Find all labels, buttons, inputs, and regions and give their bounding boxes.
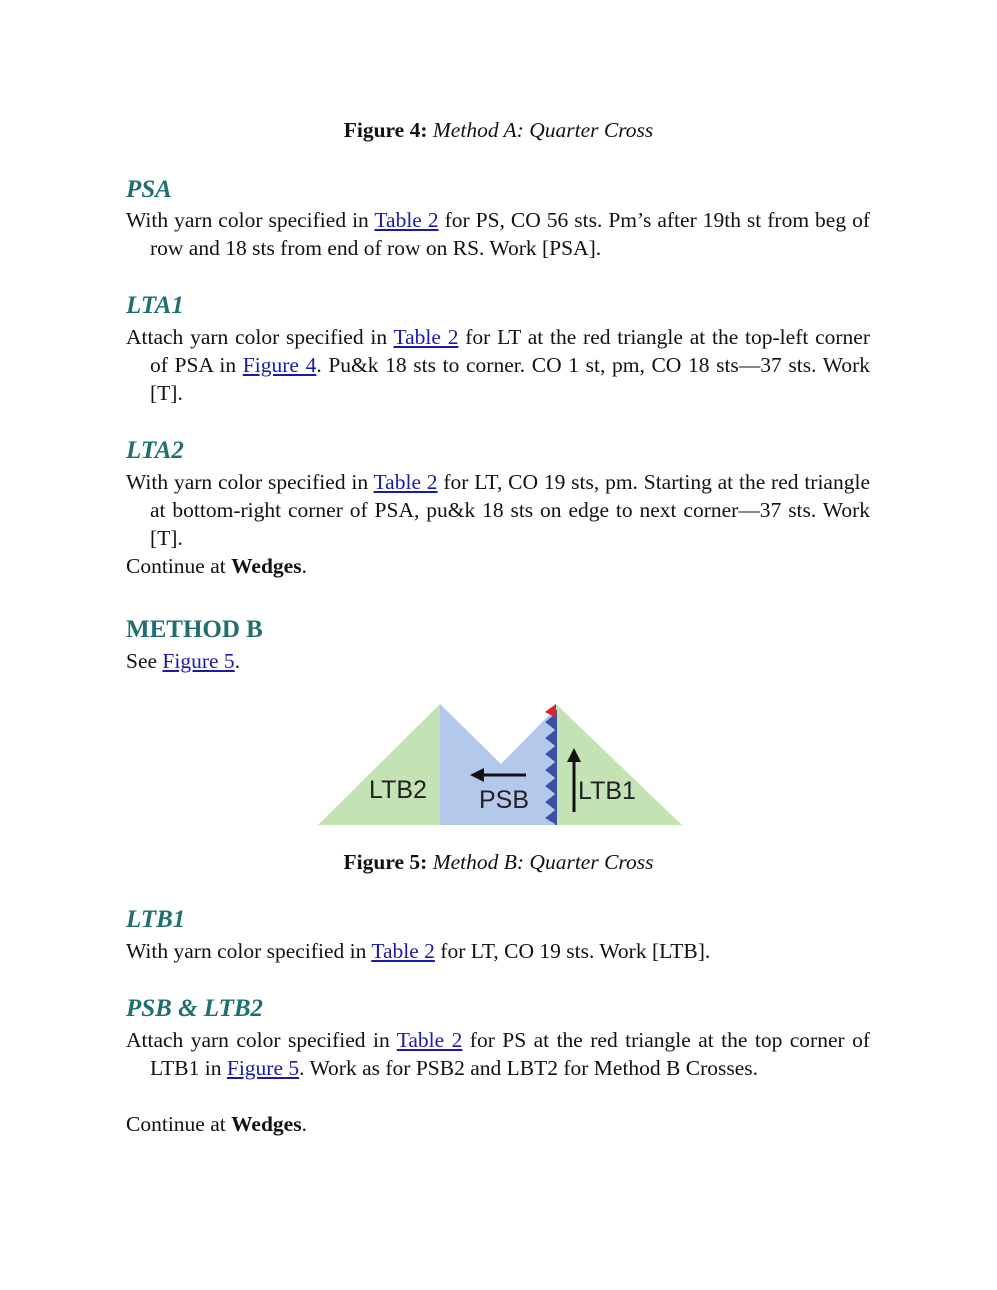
lta1-text-post: . Pu&k 18 sts to corner. CO 1 st, pm, CO 18 sts—37 sts. Work [T]. [150,353,870,405]
psb-ltb2-paragraph [126,1026,870,1082]
ltb1-paragraph [126,937,870,965]
lta2-text-post: for LT, CO 19 sts, pm. Starting at the red triangle at bottom-right corner of PSA, pu&k 18 sts on edge to next corner—37 sts. Work [T]. [150,470,870,550]
psa-text-post: for PS, CO 56 sts. Pm’s after 19th st from beg of row and 18 sts from end of row on RS. Work [PSA]. [150,208,870,260]
ltb1-heading: LTB1 [126,906,186,933]
method-b-figure-link[interactable]: Figure 5 [162,649,235,673]
lta2-table-link[interactable]: Table 2 [373,470,438,494]
lta1-paragraph [126,323,870,407]
psb-ltb2-text-post: . Work as for PSB2 and LBT2 for Method B Crosses. [299,1056,759,1080]
figure-5-diagram [316,700,684,828]
psb-ltb2-continue-post: . [301,1112,307,1136]
figure-4-caption [0,118,997,143]
ltb1-text-post: for LT, CO 19 sts. Work [LTB]. [434,939,711,963]
lta2-continue-pre: Continue at [126,554,232,578]
lta1-text-pre: Attach yarn color specified in [126,325,394,349]
psb-ltb2-text-pre: Attach yarn color specified in [126,1028,397,1052]
lta2-text-pre: With yarn color specified in [126,470,374,494]
psa-paragraph [126,206,870,262]
psa-table-link[interactable]: Table 2 [374,208,439,232]
lta2-continue-post: . [301,554,307,578]
psb-label: PSB [478,786,530,814]
lta2-continue-wedges: Wedges [231,554,302,578]
psb-ltb2-continue-wedges: Wedges [231,1112,302,1136]
lta1-text-mid: for LT at the red triangle at the top-left corner of PSA in [150,325,871,377]
ltb2-label: LTB2 [369,776,427,804]
method-b-see-pre: See [126,649,163,673]
method-b-heading: METHOD B [126,616,263,643]
figure-5-label: Figure 5: [343,850,428,874]
psa-text-pre: With yarn color specified in [126,208,375,232]
ltb1-label: LTB1 [578,777,636,805]
psb-ltb2-continue-pre: Continue at [126,1112,232,1136]
psb-ltb2-table-link[interactable]: Table 2 [396,1028,463,1052]
figure-5-caption [0,850,997,875]
psb-ltb2-figure-link[interactable]: Figure 5 [226,1056,300,1080]
lta1-figure-link[interactable]: Figure 4 [242,353,317,377]
lta2-paragraph [126,468,870,552]
figure-4-title: Method A: Quarter Cross [432,118,654,142]
ltb1-table-link[interactable]: Table 2 [371,939,435,963]
lta1-heading: LTA1 [126,292,184,319]
method-b-see-post: . [234,649,241,673]
psb-ltb2-text-mid: for PS at the red triangle at the top corner of LTB1 in [150,1028,870,1080]
figure-5-title: Method B: Quarter Cross [432,850,654,874]
lta1-table-link[interactable]: Table 2 [393,325,459,349]
lta2-continue [126,552,307,580]
ltb1-text-pre: With yarn color specified in [126,939,372,963]
psa-heading: PSA [126,176,172,203]
figure-4-label: Figure 4: [343,118,428,142]
psb-ltb2-heading: PSB & LTB2 [126,995,264,1022]
ltb2-triangle [318,704,440,825]
lta2-heading: LTA2 [126,437,184,464]
method-b-see [126,647,240,675]
psb-ltb2-continue [126,1110,307,1138]
